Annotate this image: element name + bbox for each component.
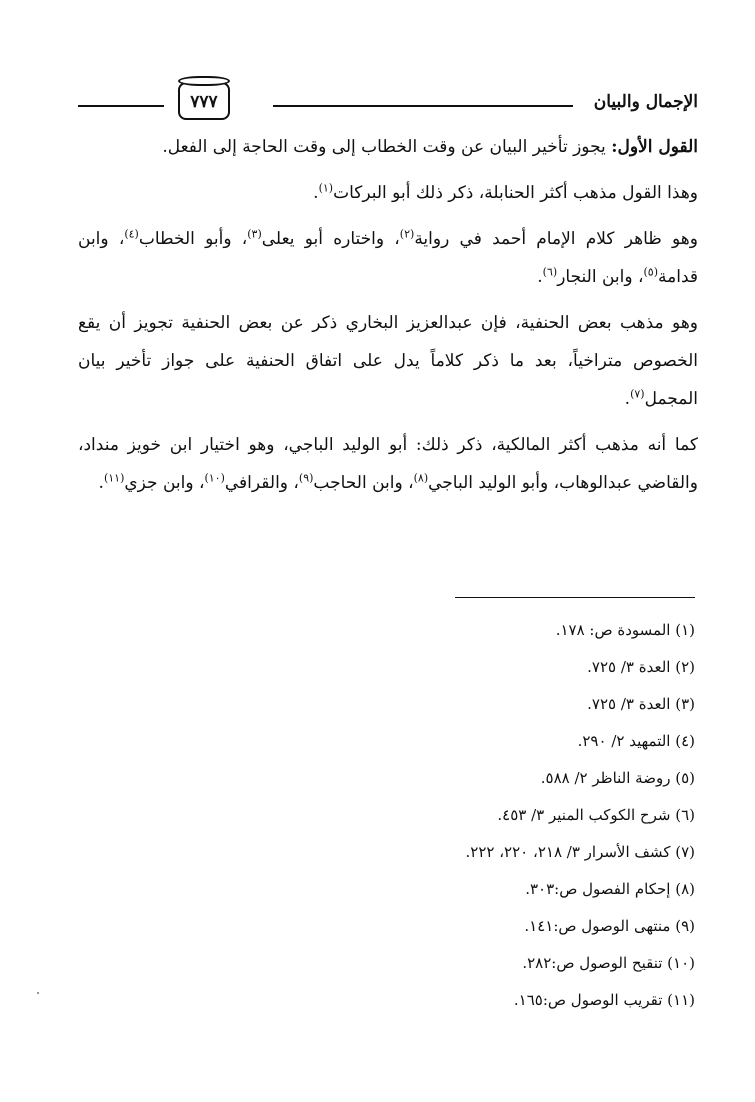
footnote-ref-3[interactable]: (٣) — [247, 227, 262, 241]
footnote-1: (١) المسودة ص: ١٧٨. — [555, 621, 695, 639]
first-opinion-label: القول الأول: — [611, 137, 698, 157]
footnote-ref-2[interactable]: (٢) — [399, 227, 415, 241]
paragraph-5-text-b: ، وابن الحاجب — [313, 473, 414, 493]
paragraph-5-text-c: ، والقرافي — [224, 473, 299, 493]
header-rule-left — [78, 105, 164, 107]
paragraph-4 — [78, 304, 698, 418]
paragraph-2-end: . — [313, 183, 319, 203]
page-number-box — [178, 82, 230, 120]
page-number: ٧٧٧ — [190, 92, 218, 112]
footnote-separator — [455, 597, 695, 598]
paragraph-1 — [78, 128, 698, 166]
paragraph-5-end: . — [98, 473, 104, 493]
footnotes — [75, 612, 695, 1019]
paragraph-3-text-d: ، وابن قدامة — [78, 229, 698, 287]
footnote-10: (١٠) تنقيح الوصول ص:٢٨٢. — [522, 954, 695, 972]
footnote-8: (٨) إحكام الفصول ص:٣٠٣. — [525, 880, 695, 898]
paragraph-2-text: وهذا القول مذهب أكثر الحنابلة، ذكر ذلك أبو البركات — [333, 183, 698, 203]
paragraph-3-text-a: وهو ظاهر كلام الإمام أحمد في رواية — [414, 229, 698, 249]
footnote-ref-9[interactable]: (٩) — [298, 471, 314, 485]
paragraph-3-end: . — [537, 267, 543, 287]
paragraph-3-text-c: ، وأبو الخطاب — [138, 229, 248, 249]
page-header — [78, 78, 698, 126]
footnote-2: (٢) العدة ٣/ ٧٢٥. — [587, 658, 695, 676]
footnote-ref-10[interactable]: (١٠) — [204, 471, 225, 485]
footnote-11: (١١) تقريب الوصول ص:١٦٥. — [513, 991, 695, 1009]
paragraph-5-text-a: كما أنه مذهب أكثر المالكية، ذكر ذلك: أبو الوليد الباجي، وهو اختيار ابن خويز منداد، والقاضي عبدالوهاب، وأبو الوليد الباجي — [78, 435, 698, 493]
footnote-ref-7[interactable]: (٧) — [630, 387, 645, 401]
paragraph-4-end: . — [624, 389, 631, 409]
footnote-5: (٥) روضة الناظر ٢/ ٥٨٨. — [540, 769, 695, 787]
paragraph-3-text-b: ، واختاره أبو يعلى — [261, 229, 400, 249]
footnote-7: (٧) كشف الأسرار ٣/ ٢١٨، ٢٢٠، ٢٢٢. — [465, 843, 695, 861]
paragraph-5-text-d: ، وابن جزي — [124, 473, 205, 493]
footnote-4: (٤) التمهيد ٢/ ٢٩٠. — [577, 732, 695, 750]
footnote-ref-5[interactable]: (٥) — [643, 265, 658, 279]
paragraph-5 — [78, 426, 698, 502]
footnote-6: (٦) شرح الكوكب المنير ٣/ ٤٥٣. — [497, 806, 695, 824]
footnote-9: (٩) منتهى الوصول ص:١٤١. — [524, 917, 695, 935]
footnote-ref-1[interactable]: (١) — [318, 181, 334, 195]
footnote-3: (٣) العدة ٣/ ٧٢٥. — [587, 695, 695, 713]
footnote-ref-4[interactable]: (٤) — [124, 227, 139, 241]
paragraph-1-text: يجوز تأخير البيان عن وقت الخطاب إلى وقت الحاجة إلى الفعل. — [162, 137, 612, 157]
footnote-ref-11[interactable]: (١١) — [103, 471, 125, 485]
paragraph-2 — [78, 174, 698, 212]
chapter-title: الإجمال والبيان — [593, 92, 698, 112]
paragraph-3-text-e: ، وابن النجار — [557, 267, 644, 287]
header-rule-right — [273, 105, 573, 107]
main-text — [78, 128, 698, 510]
scan-speck — [37, 992, 39, 994]
paragraph-3 — [78, 220, 698, 296]
footnote-ref-8[interactable]: (٨) — [413, 471, 429, 485]
paragraph-4-text: وهو مذهب بعض الحنفية، فإن عبدالعزيز البخاري ذكر عن بعض الحنفية تجويز أن يقع الخصوص متراخياً، بعد ما ذكر كلاماً يدل على اتفاق الحنفية على جواز تأخير بيان المجمل — [78, 313, 698, 409]
footnote-ref-6[interactable]: (٦) — [542, 265, 558, 279]
